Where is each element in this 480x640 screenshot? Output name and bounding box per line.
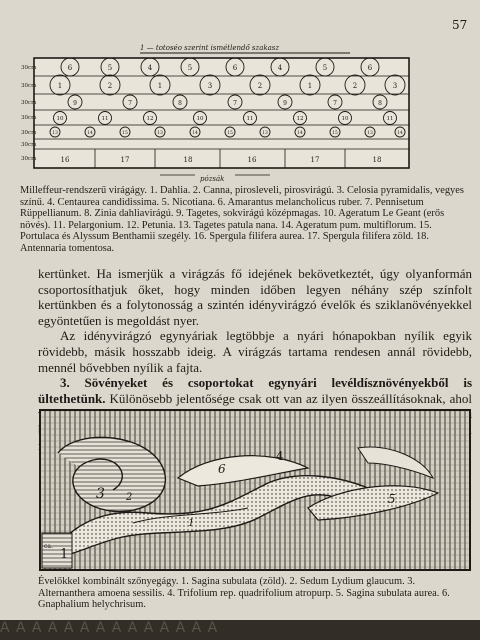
- svg-text:10: 10: [56, 116, 64, 122]
- svg-text:11: 11: [246, 116, 254, 122]
- svg-text:14: 14: [297, 131, 303, 136]
- svg-text:17: 17: [120, 156, 130, 164]
- background-strip: AAAAAAAAAAAAAA: [0, 620, 480, 640]
- svg-text:3: 3: [392, 82, 398, 90]
- svg-text:12: 12: [296, 116, 304, 122]
- svg-text:13: 13: [262, 131, 268, 136]
- row-label: 30cm: [21, 65, 37, 71]
- svg-text:17: 17: [310, 156, 320, 164]
- svg-text:10: 10: [341, 116, 349, 122]
- row-label: 30cm: [21, 156, 37, 162]
- row-label: 30cm: [21, 83, 37, 89]
- svg-text:1: 1: [188, 518, 195, 529]
- scale-label: ca.: [44, 543, 53, 550]
- svg-text:16: 16: [247, 156, 257, 164]
- svg-text:6: 6: [67, 64, 73, 72]
- svg-text:2: 2: [107, 82, 113, 90]
- svg-text:2: 2: [352, 82, 358, 90]
- row-label: 30cm: [21, 130, 37, 136]
- paragraph: 3. Sövényeket és csoportokat egynyári levéldísznövényekből is ültethetünk. Különösebb jelentősége csak ott van az ilyen összeállításoknak, ahol: [38, 375, 472, 406]
- paragraph: Az idényvirágzó egynyáriak legtöbbje a nyári hónapokban nyílik egyik rövidebb, másik hosszabb ideig. A virágzás tartama rendesen annál rövidebb, mennél bővebben nyílik a fajta.: [38, 328, 472, 375]
- carpet-bed-illustration: [38, 408, 472, 573]
- row-label: 30cm: [21, 142, 37, 148]
- svg-text:15: 15: [227, 131, 233, 136]
- subheading: 3. Sövényeket és csoportokat egynyári levéldísznövényekből is ültethetünk.: [38, 375, 472, 406]
- svg-text:1: 1: [157, 82, 163, 90]
- svg-text:7: 7: [333, 100, 337, 107]
- svg-text:3: 3: [207, 82, 213, 90]
- millefleur-bed-diagram: [20, 38, 415, 188]
- svg-text:10: 10: [196, 116, 204, 122]
- svg-text:7: 7: [233, 100, 237, 107]
- svg-text:11: 11: [101, 116, 109, 122]
- row-label: 30cm: [21, 115, 37, 121]
- svg-text:9: 9: [283, 100, 287, 107]
- svg-text:13: 13: [52, 131, 58, 136]
- svg-text:9: 9: [73, 100, 77, 107]
- svg-text:18: 18: [183, 156, 193, 164]
- svg-text:6: 6: [367, 64, 373, 72]
- svg-text:1: 1: [307, 82, 313, 90]
- page-number: 57: [452, 18, 468, 32]
- figure1-caption: Milleffeur-rendszerű virágágy. 1. Dahlia. 2. Canna, pirosleveli, pirosvirágú. 3. Celosia pyramidalis, vegyes színű. 4. Centaurea candidissima. 5. Nicotiana. 6. Amarantus melancholicus ruber. 7. Pennisetum Rüppellianum. 8. Zinia dahliavirágú. 9. Tagetes, sokvirágú középmagas. 10. Ageratum Le Geant (erős növés). 11. Pelargonium. 12. Petunia. 13. Tagetes patula nana. 14. Ageratum pum. multiflorum. 15. Portulaca és Alyssum Benthamii szegély. 16. Spergula filifera aurea. 17. Spergula filifera zöld. 18. Antennaria tomentosa.: [20, 185, 464, 254]
- svg-text:6: 6: [232, 64, 238, 72]
- svg-text:14: 14: [397, 131, 403, 136]
- figure2-caption: Évelőkkel kombinált szőnyegágy. 1. Sagina subulata (zöld). 2. Sedum Lydium glaucum. 3. Alternanthera amoena sessilis. 4. Trifolium rep. quadrifolium atropurp. 5. Sagina subulata aurea. 6. Gnaphalium helychrisum.: [38, 576, 450, 611]
- svg-text:15: 15: [122, 131, 128, 136]
- svg-text:8: 8: [178, 100, 182, 107]
- svg-text:16: 16: [60, 156, 70, 164]
- svg-text:11: 11: [386, 116, 394, 122]
- svg-text:6: 6: [218, 462, 226, 476]
- svg-text:12: 12: [146, 116, 154, 122]
- svg-text:13: 13: [157, 131, 163, 136]
- svg-text:8: 8: [378, 100, 382, 107]
- path-label: pózsák: [200, 175, 225, 183]
- paragraph: kertünket. Ha ismerjük a virágzás fő idejének bekövetkeztét, úgy olyanformán csoportosíthatjuk őket, hogy minden időben legyen néhány szép színfolt kertünkben és a folytonosság a szintén idényvirágzó évelők és sziklanövényekkel egyöntetűen is megoldást nyer.: [38, 266, 472, 328]
- svg-text:5: 5: [388, 492, 396, 506]
- svg-text:14: 14: [87, 131, 93, 136]
- svg-text:4: 4: [147, 64, 153, 72]
- svg-text:5: 5: [322, 64, 328, 72]
- svg-text:3: 3: [96, 486, 105, 502]
- svg-text:14: 14: [192, 131, 198, 136]
- svg-text:4: 4: [277, 64, 283, 72]
- svg-text:5: 5: [107, 64, 113, 72]
- repeat-section-label: 1 — totoséo szerint ismétlendő szakasz: [140, 44, 280, 52]
- svg-text:15: 15: [332, 131, 338, 136]
- svg-text:2: 2: [126, 492, 133, 503]
- svg-text:2: 2: [257, 82, 263, 90]
- svg-text:7: 7: [128, 100, 132, 107]
- svg-text:13: 13: [367, 131, 373, 136]
- svg-text:18: 18: [372, 156, 382, 164]
- svg-text:4: 4: [276, 449, 284, 463]
- row-label: 30cm: [21, 100, 37, 106]
- corner-label: 1: [60, 547, 69, 562]
- svg-text:5: 5: [187, 64, 193, 72]
- svg-text:1: 1: [57, 82, 63, 90]
